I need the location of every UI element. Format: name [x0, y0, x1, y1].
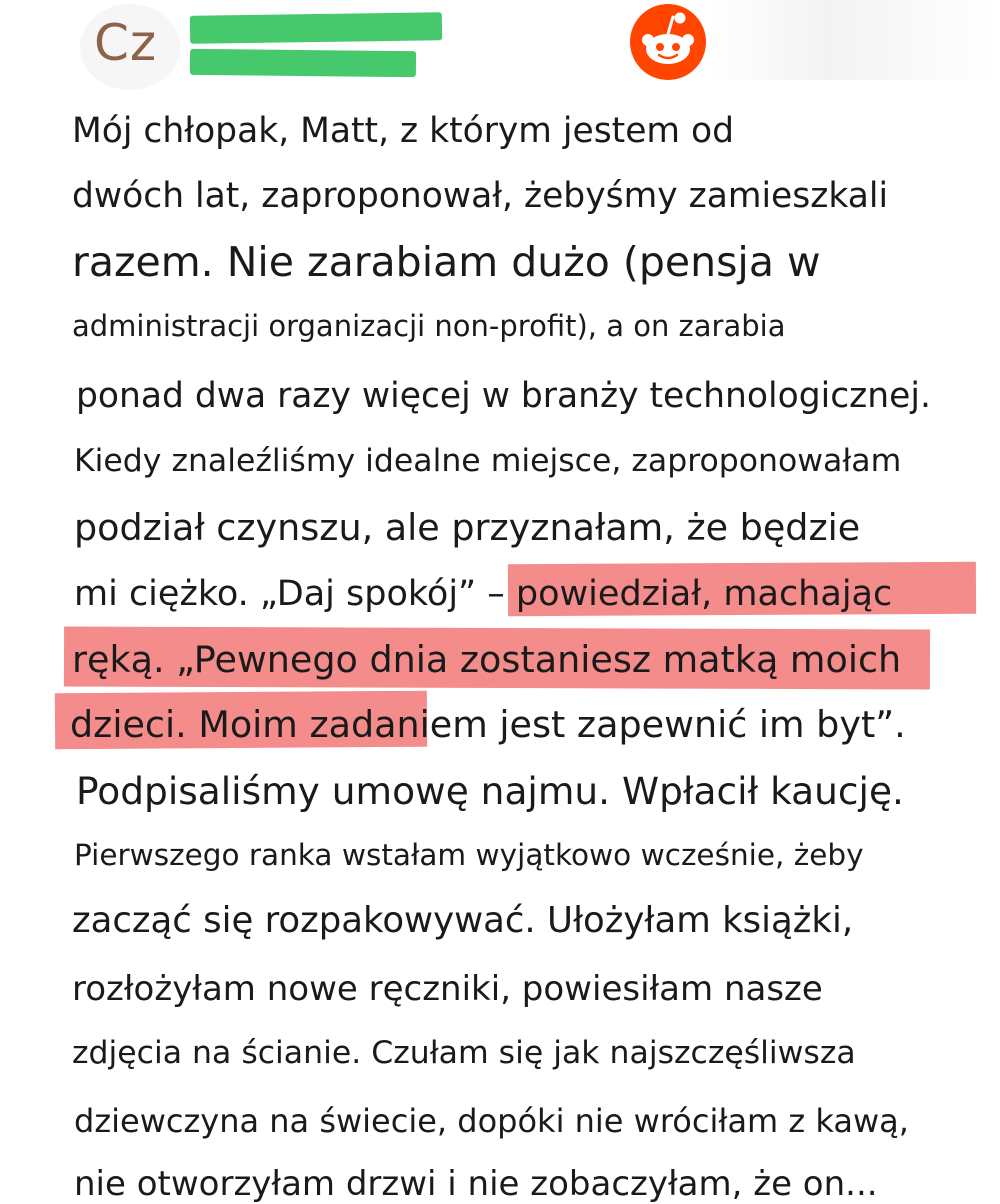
- post-line-17: nie otworzyłam drzwi i nie zobaczyłam, że on...: [74, 1164, 878, 1204]
- post-line-10: dzieci. Moim zadaniem jest zapewnić im byt”.: [70, 703, 906, 746]
- post-line-2: dwóch lat, zaproponował, żebyśmy zamieszkali: [72, 176, 889, 216]
- post-line-15: zdjęcia na ścianie. Czułam się jak najszczęśliwsza: [72, 1035, 856, 1071]
- post-line-16: dziewczyna na świecie, dopóki nie wróciłam z kawą,: [74, 1102, 909, 1140]
- post-line-9: ręką. „Pewnego dnia zostaniesz matką moich: [72, 638, 902, 681]
- post-line-11: Podpisaliśmy umowę najmu. Wpłacił kaucję.: [76, 769, 904, 813]
- post-line-8: mi ciężko. „Daj spokój” – powiedział, machając: [74, 574, 893, 614]
- post-line-6: Kiedy znaleźliśmy idealne miejsce, zaproponowałam: [74, 443, 902, 479]
- post-line-5: ponad dwa razy więcej w branży technologicznej.: [76, 376, 931, 416]
- post-line-13: zacząć się rozpakowywać. Ułożyłam książki,: [72, 900, 854, 941]
- post-line-7: podział czynszu, ale przyznałam, że będzie: [74, 506, 861, 549]
- post-line-4: administracji organizacji non-profit), a on zarabia: [72, 309, 786, 343]
- post-line-3: razem. Nie zarabiam dużo (pensja w: [72, 238, 821, 286]
- avatar-initials: Cz: [94, 14, 158, 72]
- post-line-12: Pierwszego ranka wstałam wyjątkowo wcześnie, żeby: [74, 838, 864, 872]
- post-line-1: Mój chłopak, Matt, z którym jestem od: [72, 111, 735, 151]
- post-line-14: rozłożyłam nowe ręczniki, powiesiłam nasze: [72, 969, 823, 1009]
